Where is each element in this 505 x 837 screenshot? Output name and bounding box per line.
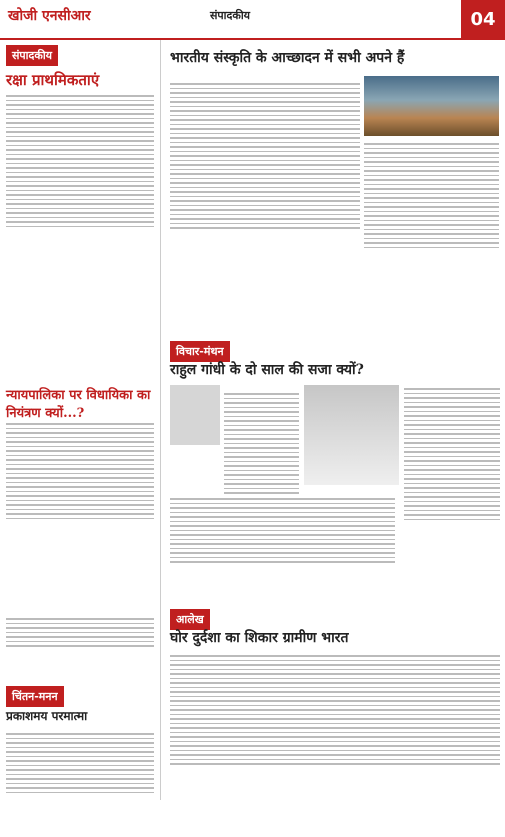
left-body-text [6, 92, 154, 312]
masthead [0, 0, 505, 40]
main-body-text [170, 80, 360, 330]
left-body-text-4 [6, 730, 154, 835]
op-headline: राहुल गांधी के दो साल की सजा क्यों? [170, 362, 364, 378]
op-body-text-3 [170, 495, 395, 605]
left-heading-2: न्यायपालिका पर विधायिका का नियंत्रण क्यों...? [6, 388, 151, 421]
left-subheading: प्रकाशमय परमात्मा [6, 709, 88, 723]
article-headline: घोर दुर्दशा का शिकार ग्रामीण भारत [170, 630, 349, 646]
vichar-label: विचार-मंथन [170, 341, 230, 362]
author-photo [170, 385, 220, 445]
article-body-text [170, 652, 500, 837]
landscape-image [364, 76, 499, 136]
op-body-text-2 [404, 385, 500, 605]
main-body-text-2 [364, 140, 499, 330]
left-body-text-2 [6, 420, 154, 580]
rahul-gandhi-photo [304, 385, 399, 485]
left-body-text-3 [6, 615, 154, 675]
main-headline: भारतीय संस्कृति के आच्छादन में सभी अपने हैं [170, 50, 405, 66]
chintan-label: चिंतन-मनन [6, 686, 64, 707]
page-number: 04 [461, 0, 505, 38]
left-column [0, 40, 161, 800]
logo: खोजी एनसीआर [8, 8, 91, 24]
editorial-label: संपादकीय [6, 45, 58, 66]
aalekh-label: आलेख [170, 609, 210, 630]
main-content [164, 40, 505, 800]
left-heading: रक्षा प्राथमिकताएं [6, 71, 100, 89]
section-title: संपादकीय [210, 9, 251, 22]
